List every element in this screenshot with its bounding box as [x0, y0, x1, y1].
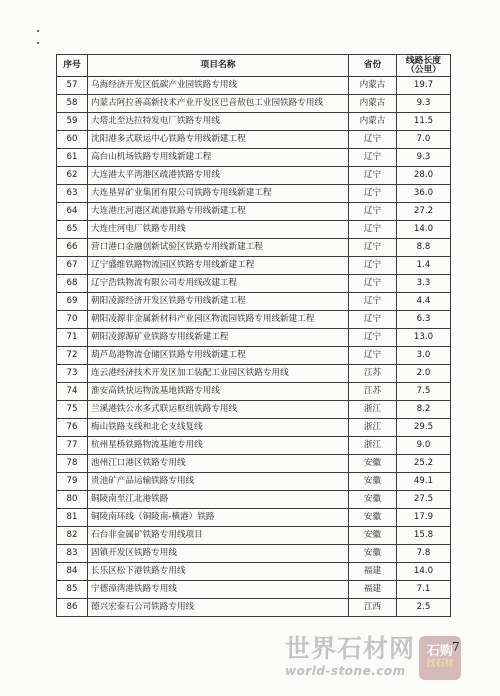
row-province: 辽宁 — [349, 221, 397, 239]
table-row — [57, 95, 451, 113]
row-index: 71 — [57, 329, 88, 347]
row-project-name: 大连港庄河港区疏港铁路专用线新建工程 — [88, 203, 349, 221]
row-index: 75 — [57, 401, 88, 419]
row-project-name: 梅山铁路支线和北仑支线复线 — [88, 419, 349, 437]
row-length: 13.0 — [397, 329, 451, 347]
row-length: 36.0 — [397, 185, 451, 203]
railway-project-table — [56, 54, 451, 617]
row-index: 68 — [57, 275, 88, 293]
row-index: 82 — [57, 527, 88, 545]
row-province: 辽宁 — [349, 203, 397, 221]
table-row — [57, 437, 451, 455]
table-row — [57, 167, 451, 185]
row-project-name: 营口港口金融创新试验区铁路专用线新建工程 — [88, 239, 349, 257]
row-project-name: 朝阳凌源源矿业铁路专用线新建工程 — [88, 329, 349, 347]
row-project-name: 沈阳港多式联运中心铁路专用线新建工程 — [88, 131, 349, 149]
header-project-name: 项目名称 — [88, 55, 349, 77]
row-index: 64 — [57, 203, 88, 221]
row-length: 4.4 — [397, 293, 451, 311]
row-index: 57 — [57, 77, 88, 95]
row-province: 浙江 — [349, 419, 397, 437]
row-length: 9.3 — [397, 95, 451, 113]
row-length: 7.0 — [397, 131, 451, 149]
row-index: 80 — [57, 491, 88, 509]
row-project-name: 大塔北至达拉特发电厂铁路专用线 — [88, 113, 349, 131]
row-project-name: 铜陵南环线（铜陵南-横港）铁路 — [88, 509, 349, 527]
row-province: 辽宁 — [349, 347, 397, 365]
row-project-name: 淮安高铁快运物流基地铁路专用线 — [88, 383, 349, 401]
row-project-name: 辽宁盛维铁路物流园区铁路专用线新建工程 — [88, 257, 349, 275]
row-length: 14.0 — [397, 563, 451, 581]
header-length: 线路长度 （公里） — [397, 55, 451, 77]
row-project-name: 贵池矿产品运输铁路专用线 — [88, 473, 349, 491]
row-length: 2.0 — [397, 365, 451, 383]
row-province: 辽宁 — [349, 275, 397, 293]
watermark-badge-bottom: 找石材 — [426, 659, 454, 670]
watermark-text — [285, 636, 415, 678]
row-index: 62 — [57, 167, 88, 185]
row-index: 72 — [57, 347, 88, 365]
table-body — [57, 77, 451, 617]
table-row — [57, 275, 451, 293]
row-project-name: 内蒙古阿拉善高新技术产业开发区巴音敖包工业园铁路专用线 — [88, 95, 349, 113]
table-row — [57, 113, 451, 131]
table-row — [57, 599, 451, 617]
table-row — [57, 419, 451, 437]
table-row — [57, 203, 451, 221]
row-length: 6.3 — [397, 311, 451, 329]
row-province: 辽宁 — [349, 131, 397, 149]
table-row — [57, 77, 451, 95]
table-row — [57, 239, 451, 257]
row-project-name: 葫芦岛港物流仓储区铁路专用线新建工程 — [88, 347, 349, 365]
row-index: 66 — [57, 239, 88, 257]
watermark — [285, 636, 461, 680]
row-length: 3.3 — [397, 275, 451, 293]
table-header — [57, 55, 451, 77]
row-index: 69 — [57, 293, 88, 311]
header-province: 省份 — [349, 55, 397, 77]
row-index: 83 — [57, 545, 88, 563]
row-index: 70 — [57, 311, 88, 329]
row-project-name: 德兴宏泰石公司铁路专用线 — [88, 599, 349, 617]
row-index: 59 — [57, 113, 88, 131]
table-row — [57, 221, 451, 239]
row-index: 67 — [57, 257, 88, 275]
table-row — [57, 491, 451, 509]
table-row — [57, 185, 451, 203]
row-length: 1.4 — [397, 257, 451, 275]
row-province: 内蒙古 — [349, 77, 397, 95]
row-province: 辽宁 — [349, 167, 397, 185]
table-row — [57, 149, 451, 167]
row-project-name: 朝阳凌源非金属新材料产业园区物流园铁路专用线新建工程 — [88, 311, 349, 329]
row-province: 辽宁 — [349, 257, 397, 275]
table-row — [57, 293, 451, 311]
row-length: 17.9 — [397, 509, 451, 527]
table-row — [57, 527, 451, 545]
row-length: 25.2 — [397, 455, 451, 473]
header-row — [57, 55, 451, 77]
row-length: 11.5 — [397, 113, 451, 131]
row-length: 9.0 — [397, 437, 451, 455]
row-province: 福建 — [349, 581, 397, 599]
row-province: 内蒙古 — [349, 95, 397, 113]
row-project-name: 高台山机场铁路专用线新建工程 — [88, 149, 349, 167]
row-index: 78 — [57, 455, 88, 473]
page-number: 7 — [452, 640, 460, 654]
table-row — [57, 311, 451, 329]
row-province: 浙江 — [349, 401, 397, 419]
row-province: 安徽 — [349, 527, 397, 545]
watermark-main: 世界石材网 — [285, 634, 416, 663]
row-index: 65 — [57, 221, 88, 239]
row-province: 辽宁 — [349, 293, 397, 311]
watermark-badge-top: 石购 — [427, 644, 454, 659]
row-index: 73 — [57, 365, 88, 383]
row-length: 49.1 — [397, 473, 451, 491]
table-row — [57, 581, 451, 599]
row-length: 28.0 — [397, 167, 451, 185]
row-province: 辽宁 — [349, 185, 397, 203]
table-row — [57, 401, 451, 419]
row-index: 61 — [57, 149, 88, 167]
row-project-name: 兰溪港铁公水多式联运枢纽铁路专用线 — [88, 401, 349, 419]
row-length: 14.0 — [397, 221, 451, 239]
table-row — [57, 455, 451, 473]
row-index: 84 — [57, 563, 88, 581]
row-index: 74 — [57, 383, 88, 401]
row-province: 福建 — [349, 563, 397, 581]
table-row — [57, 329, 451, 347]
row-province: 安徽 — [349, 509, 397, 527]
row-province: 安徽 — [349, 473, 397, 491]
table-row — [57, 383, 451, 401]
table-row — [57, 545, 451, 563]
row-length: 8.8 — [397, 239, 451, 257]
row-length: 27.5 — [397, 491, 451, 509]
table-row — [57, 473, 451, 491]
table-row — [57, 509, 451, 527]
row-project-name: 固镇开发区铁路专用线 — [88, 545, 349, 563]
table-row — [57, 365, 451, 383]
table-row — [57, 131, 451, 149]
scan-speck — [37, 30, 39, 32]
row-length: 9.3 — [397, 149, 451, 167]
row-project-name: 大连港太平湾港区疏港铁路专用线 — [88, 167, 349, 185]
row-index: 86 — [57, 599, 88, 617]
table-row — [57, 257, 451, 275]
row-index: 63 — [57, 185, 88, 203]
row-index: 76 — [57, 419, 88, 437]
row-index: 79 — [57, 473, 88, 491]
row-index: 81 — [57, 509, 88, 527]
table-row — [57, 347, 451, 365]
row-length: 19.7 — [397, 77, 451, 95]
row-index: 85 — [57, 581, 88, 599]
row-province: 安徽 — [349, 545, 397, 563]
row-project-name: 杭州星桥铁路物流基地专用线 — [88, 437, 349, 455]
table-row — [57, 563, 451, 581]
row-length: 2.5 — [397, 599, 451, 617]
header-index: 序号 — [57, 55, 88, 77]
row-project-name: 石台非金属矿铁路专用线项目 — [88, 527, 349, 545]
row-province: 安徽 — [349, 491, 397, 509]
row-index: 77 — [57, 437, 88, 455]
row-length: 7.1 — [397, 581, 451, 599]
row-length: 3.0 — [397, 347, 451, 365]
scan-speck — [37, 42, 39, 44]
row-length: 7.5 — [397, 383, 451, 401]
row-project-name: 大连庄河电厂铁路专用线 — [88, 221, 349, 239]
row-index: 60 — [57, 131, 88, 149]
row-length: 15.8 — [397, 527, 451, 545]
row-project-name: 大连垦昇矿业集团有限公司铁路专用线新建工程 — [88, 185, 349, 203]
row-project-name: 宁德漳湾港铁路专用线 — [88, 581, 349, 599]
row-project-name: 朝阳凌源经济开发区铁路专用线新建工程 — [88, 293, 349, 311]
row-project-name: 铜陵南至江北港铁路 — [88, 491, 349, 509]
watermark-sub: world-stone.com — [285, 664, 406, 678]
row-province: 辽宁 — [349, 239, 397, 257]
row-length: 7.8 — [397, 545, 451, 563]
row-length: 29.5 — [397, 419, 451, 437]
row-province: 内蒙古 — [349, 113, 397, 131]
row-province: 江苏 — [349, 383, 397, 401]
row-project-name: 辽宁浩铁物流有限公司专用线改建工程 — [88, 275, 349, 293]
row-province: 辽宁 — [349, 311, 397, 329]
row-province: 辽宁 — [349, 149, 397, 167]
row-province: 浙江 — [349, 437, 397, 455]
row-index: 58 — [57, 95, 88, 113]
row-province: 安徽 — [349, 455, 397, 473]
row-project-name: 池州江口港区铁路专用线 — [88, 455, 349, 473]
row-project-name: 连云港经济技术开发区加工装配工业园区铁路专用线 — [88, 365, 349, 383]
row-project-name: 长乐区松下港铁路专用线 — [88, 563, 349, 581]
row-province: 江西 — [349, 599, 397, 617]
row-length: 27.2 — [397, 203, 451, 221]
row-province: 辽宁 — [349, 329, 397, 347]
row-project-name: 乌海经济开发区低碳产业园铁路专用线 — [88, 77, 349, 95]
row-province: 江苏 — [349, 365, 397, 383]
row-length: 8.2 — [397, 401, 451, 419]
